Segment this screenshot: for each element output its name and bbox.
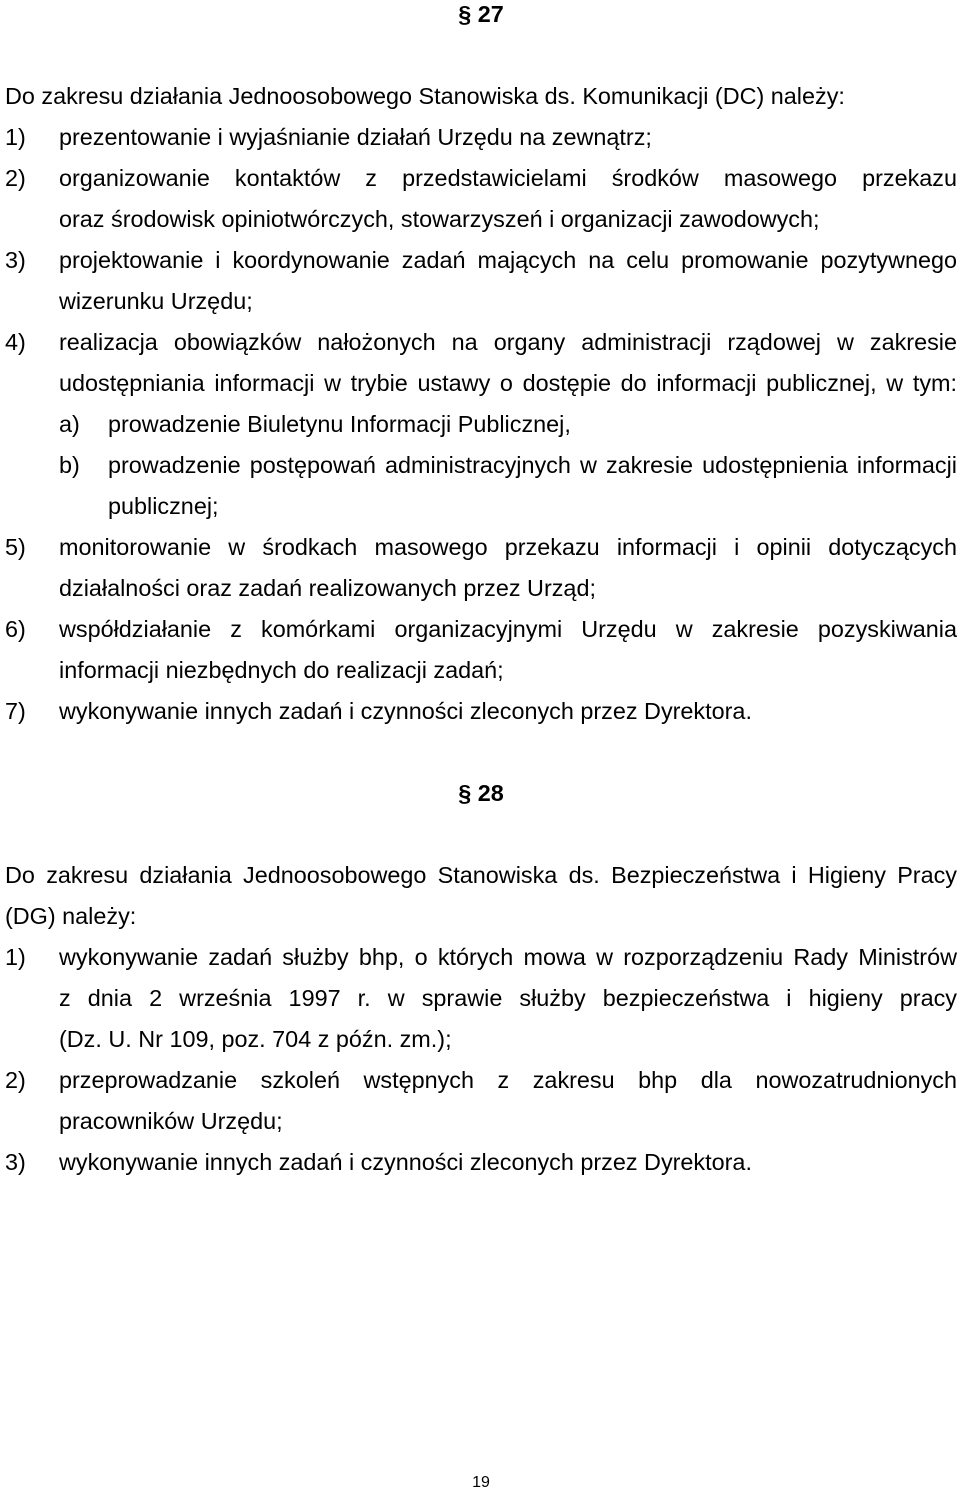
sub-item-line: prowadzenie Biuletynu Informacji Publicznej, xyxy=(108,410,571,437)
item-number: 6) xyxy=(5,615,26,642)
sub-item-label: b) xyxy=(59,451,80,478)
item-text xyxy=(59,158,957,240)
item-line: realizacja obowiązków nałożonych na organy administracji rządowej w zakresie xyxy=(59,328,957,355)
item-number: 7) xyxy=(5,697,26,724)
item-line: współdziałanie z komórkami organizacyjnymi Urzędu w zakresie pozyskiwania xyxy=(59,615,957,642)
item-line: monitorowanie w środkach masowego przekazu informacji i opinii dotyczących xyxy=(59,533,957,560)
item-number: 2) xyxy=(5,1066,26,1093)
list-item xyxy=(5,691,957,732)
document-body xyxy=(5,0,957,1183)
item-line: wizerunku Urzędu; xyxy=(59,287,253,314)
list-item xyxy=(5,158,957,240)
item-number: 1) xyxy=(5,123,26,150)
sub-list-item xyxy=(59,445,957,527)
item-line: udostępniania informacji w trybie ustawy o dostępie do informacji publicznej, w tym: xyxy=(59,369,957,396)
item-line: działalności oraz zadań realizowanych przez Urząd; xyxy=(59,574,596,601)
section-28 xyxy=(5,779,957,1183)
item-line: (Dz. U. Nr 109, poz. 704 z późn. zm.); xyxy=(59,1025,452,1052)
item-line: z dnia 2 września 1997 r. w sprawie służby bezpieczeństwa i higieny pracy xyxy=(59,984,957,1011)
item-number: 1) xyxy=(5,943,26,970)
list-item xyxy=(5,240,957,322)
page-number: 19 xyxy=(472,1474,490,1491)
item-line: przeprowadzanie szkoleń wstępnych z zakresu bhp dla nowozatrudnionych xyxy=(59,1066,957,1093)
item-line: pracowników Urzędu; xyxy=(59,1107,283,1134)
sub-item-text xyxy=(108,445,957,527)
sub-item-line: prowadzenie postępowań administracyjnych w zakresie udostępnienia informacji xyxy=(108,451,957,478)
list-item xyxy=(5,609,957,691)
item-text xyxy=(59,1142,957,1183)
item-number: 2) xyxy=(5,164,26,191)
item-line: projektowanie i koordynowanie zadań mających na celu promowanie pozytywnego xyxy=(59,246,957,273)
section-heading: § 27 xyxy=(458,1,504,27)
section-intro-line: (DG) należy: xyxy=(5,902,137,929)
section-heading: § 28 xyxy=(458,780,504,806)
item-line: informacji niezbędnych do realizacji zadań; xyxy=(59,656,504,683)
item-text xyxy=(59,691,957,732)
item-number: 4) xyxy=(5,328,26,355)
list-item xyxy=(5,322,957,527)
item-text xyxy=(59,1060,957,1142)
item-line: wykonywanie innych zadań i czynności zleconych przez Dyrektora. xyxy=(59,1148,752,1175)
item-text xyxy=(59,322,957,527)
item-text xyxy=(59,117,957,158)
sub-item-text xyxy=(108,404,957,445)
item-line: wykonywanie zadań służby bhp, o których mowa w rozporządzeniu Rady Ministrów xyxy=(59,943,957,970)
item-number: 5) xyxy=(5,533,26,560)
item-number: 3) xyxy=(5,1148,26,1175)
sub-item-line: publicznej; xyxy=(108,492,219,519)
sub-item-label: a) xyxy=(59,410,80,437)
item-text xyxy=(59,527,957,609)
section-intro-line: Do zakresu działania Jednoosobowego Stanowiska ds. Komunikacji (DC) należy: xyxy=(5,82,845,109)
item-text xyxy=(59,240,957,322)
item-line: wykonywanie innych zadań i czynności zleconych przez Dyrektora. xyxy=(59,697,752,724)
section-body xyxy=(5,76,957,732)
item-line: organizowanie kontaktów z przedstawicielami środków masowego przekazu xyxy=(59,164,957,191)
sub-list-item xyxy=(59,404,957,445)
section-27 xyxy=(5,0,957,732)
list-item xyxy=(5,1060,957,1142)
item-line: prezentowanie i wyjaśnianie działań Urzędu na zewnątrz; xyxy=(59,123,652,150)
list-item xyxy=(5,937,957,1060)
item-text xyxy=(59,937,957,1060)
item-number: 3) xyxy=(5,246,26,273)
list-item xyxy=(5,1142,957,1183)
section-body xyxy=(5,855,957,1183)
list-item xyxy=(5,117,957,158)
item-text xyxy=(59,609,957,691)
section-intro-line: Do zakresu działania Jednoosobowego Stanowiska ds. Bezpieczeństwa i Higieny Pracy xyxy=(5,861,957,888)
list-item xyxy=(5,527,957,609)
item-line: oraz środowisk opiniotwórczych, stowarzyszeń i organizacji zawodowych; xyxy=(59,205,820,232)
